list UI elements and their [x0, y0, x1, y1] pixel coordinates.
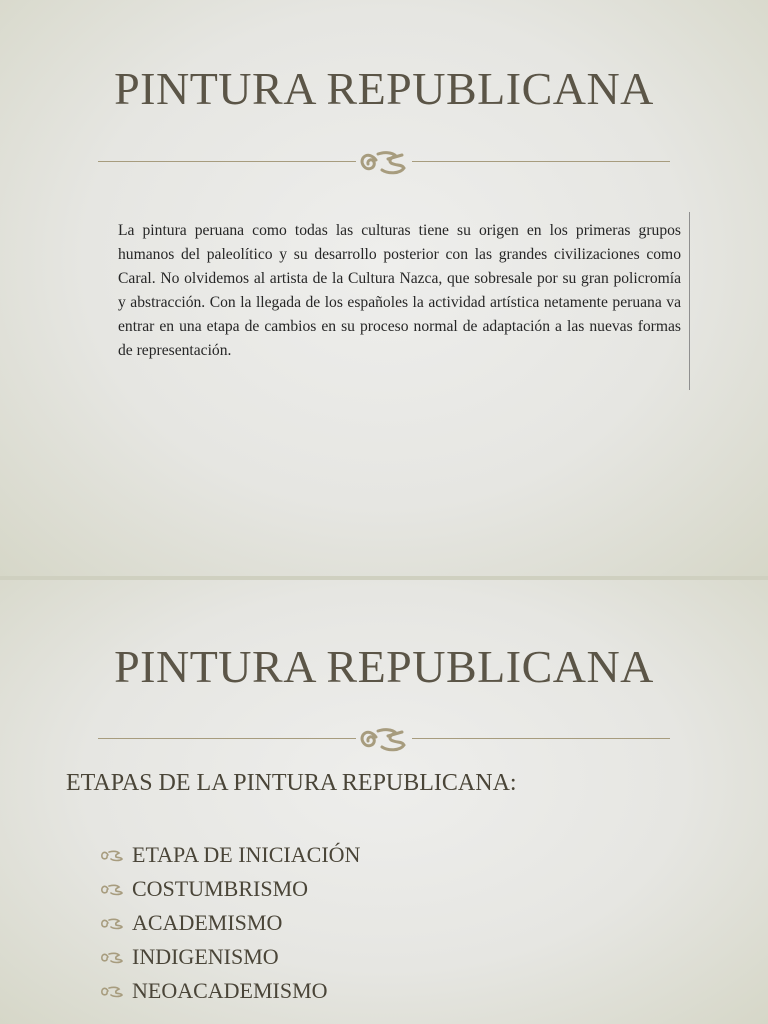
slide-title: PINTURA REPUBLICANA: [114, 63, 654, 114]
fleuron-bullet-icon: [100, 882, 124, 896]
list-item: [100, 838, 360, 872]
slide-title: PINTURA REPUBLICANA: [114, 641, 654, 692]
list-item: [100, 974, 360, 1008]
fleuron-bullet-icon: [100, 848, 124, 862]
list-item: [100, 906, 360, 940]
stage-label: INDIGENISMO: [132, 944, 279, 969]
fleuron-ornament-icon: [358, 146, 410, 176]
stage-label: NEOACADEMISMO: [132, 978, 328, 1003]
divider-line-right: [412, 161, 670, 162]
stage-label: ETAPA DE INICIACIÓN: [132, 842, 361, 867]
stage-label: COSTUMBRISMO: [132, 876, 309, 901]
list-item: [100, 872, 360, 906]
divider-line-left: [98, 738, 356, 739]
body-paragraph: La pintura peruana como todas las culturas tiene su origen en los primeras grupos humanos del paleolítico y su desarrollo posterior con las grandes civilizaciones como Caral. No olvidemos al artista de la Cultura Nazca, que sobresale por su gran policromía y abstracción. Con la llegada de los españoles la actividad artística netamente peruana va entrar en una etapa de cambios en su proceso normal de adaptación a las nuevas formas de representación.: [118, 222, 681, 359]
stage-label: ACADEMISMO: [132, 910, 283, 935]
title-divider: [98, 723, 670, 753]
stages-list: [100, 838, 360, 1008]
list-item: [100, 940, 360, 974]
fleuron-ornament-icon: [358, 723, 410, 753]
divider-line-right: [412, 738, 670, 739]
fleuron-bullet-icon: [100, 916, 124, 930]
fleuron-bullet-icon: [100, 984, 124, 998]
divider-line-left: [98, 161, 356, 162]
slide-2: [0, 580, 768, 1024]
title-divider: [98, 146, 670, 176]
fleuron-bullet-icon: [100, 950, 124, 964]
stages-heading: ETAPAS DE LA PINTURA REPUBLICANA:: [66, 770, 517, 796]
text-box: [106, 212, 690, 390]
